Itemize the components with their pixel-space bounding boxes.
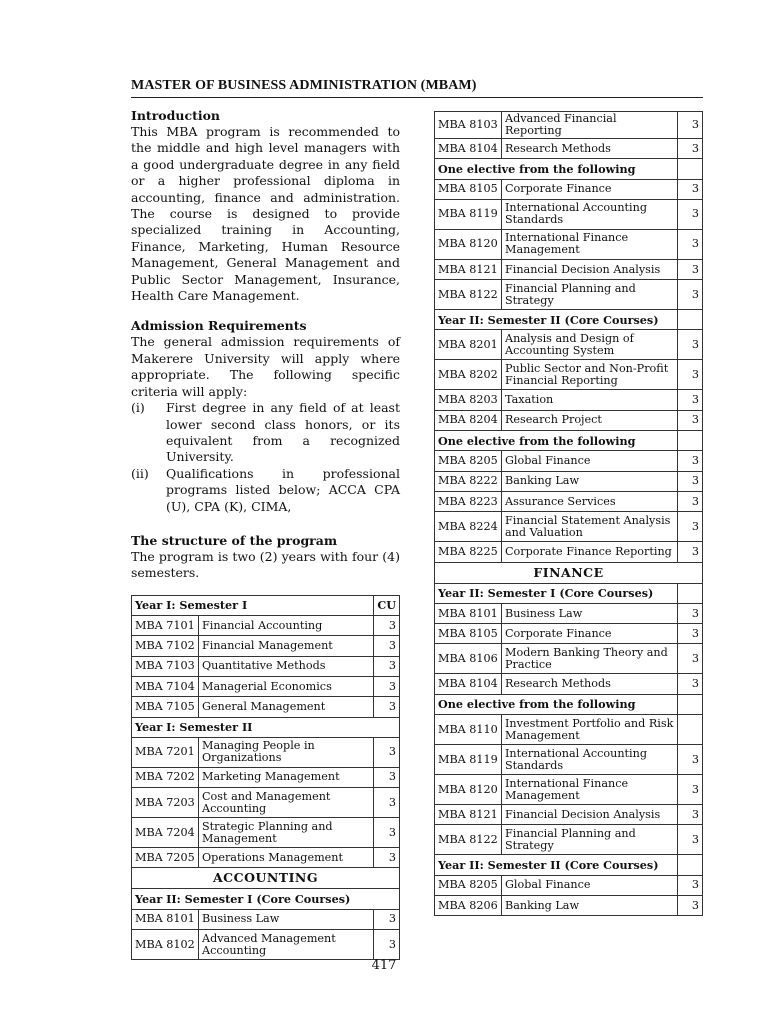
- credit-units: 3: [678, 491, 703, 511]
- semester-label: Year II: Semester II (Core Courses): [435, 855, 678, 875]
- credit-units: 3: [678, 674, 703, 694]
- credit-units: 3: [374, 697, 400, 717]
- course-code: MBA 8223: [435, 491, 502, 511]
- credit-units: 3: [678, 745, 703, 775]
- course-code: MBA 8104: [435, 674, 502, 694]
- table-row: [435, 390, 703, 410]
- course-name: Research Methods: [502, 139, 678, 159]
- table-row: [132, 909, 400, 929]
- course-name: Modern Banking Theory and Practice: [502, 644, 678, 674]
- course-name: International Accounting Standards: [502, 745, 678, 775]
- credit-units: 3: [678, 825, 703, 855]
- table-row: [435, 805, 703, 825]
- course-name: Investment Portfolio and Risk Management: [502, 715, 678, 745]
- table-row: [132, 717, 400, 737]
- credit-units: 3: [678, 471, 703, 491]
- credit-units: 3: [678, 644, 703, 674]
- credit-units: 3: [374, 909, 400, 929]
- table-row: [435, 895, 703, 915]
- course-code: MBA 8119: [435, 199, 502, 229]
- course-code: MBA 7204: [132, 818, 199, 848]
- table-row: [435, 229, 703, 259]
- table-row: [435, 179, 703, 199]
- course-name: Managerial Economics: [199, 676, 374, 696]
- credit-units: 3: [678, 512, 703, 542]
- course-name: Corporate Finance: [502, 624, 678, 644]
- credit-units: 3: [678, 330, 703, 360]
- course-name: Marketing Management: [199, 767, 374, 787]
- course-code: MBA 8120: [435, 775, 502, 805]
- table-row: [435, 431, 703, 451]
- credit-units: 3: [374, 818, 400, 848]
- elective-label: One elective from the following: [435, 431, 678, 451]
- credit-units: 3: [374, 616, 400, 636]
- table-row: [435, 471, 703, 491]
- course-code: MBA 8110: [435, 715, 502, 745]
- structure-text: The program is two (2) years with four (4) semesters.: [131, 548, 400, 581]
- course-code: MBA 7205: [132, 848, 199, 868]
- semester-label: Year I: Semester II: [132, 717, 400, 737]
- list-item-text: Qualifications in professional programs listed below; ACCA CPA (U), CPA (K), CIMA,: [166, 465, 400, 514]
- table-row: [435, 715, 703, 745]
- table-row: [435, 875, 703, 895]
- course-code: MBA 8103: [435, 112, 502, 139]
- course-name: Advanced Financial Reporting: [502, 112, 678, 139]
- course-name: Financial Management: [199, 636, 374, 656]
- course-name: Cost and Management Accounting: [199, 788, 374, 818]
- list-item-number: (ii): [131, 465, 149, 481]
- credit-units: 3: [678, 451, 703, 471]
- table-row: [132, 788, 400, 818]
- course-code: MBA 8206: [435, 895, 502, 915]
- table-row: [435, 112, 703, 139]
- semester-label: Year I: Semester I: [132, 595, 374, 615]
- semester-label: Year II: Semester II (Core Courses): [435, 310, 678, 330]
- table-row: [435, 624, 703, 644]
- course-name: Public Sector and Non-Profit Financial Reporting: [502, 360, 678, 390]
- table-row: [132, 848, 400, 868]
- course-name: Corporate Finance: [502, 179, 678, 199]
- list-item: [131, 466, 400, 515]
- course-name: Financial Planning and Strategy: [502, 825, 678, 855]
- credit-units: 3: [374, 656, 400, 676]
- course-name: International Finance Management: [502, 229, 678, 259]
- course-code: MBA 8106: [435, 644, 502, 674]
- course-name: Business Law: [502, 603, 678, 623]
- credit-units: 3: [678, 775, 703, 805]
- course-name: International Finance Management: [502, 775, 678, 805]
- table-row: [132, 697, 400, 717]
- credit-units: 3: [678, 390, 703, 410]
- section-label: ACCOUNTING: [132, 868, 400, 889]
- credit-units: 3: [678, 410, 703, 430]
- table-row: [132, 656, 400, 676]
- admission-text: The general admission requirements of Makerere University will apply where appropriate. The following specific criteria will apply:: [131, 334, 400, 399]
- course-name: Research Project: [502, 410, 678, 430]
- course-name: Taxation: [502, 390, 678, 410]
- credit-units: 3: [678, 229, 703, 259]
- course-code: MBA 8202: [435, 360, 502, 390]
- intro-text: This MBA program is recommended to the middle and high level managers with a good undergraduate degree in any field or a higher professional diploma in accounting, finance and administration. The course is designed to provide specialized training in Accounting, Finance, Marketing, Human Resource Management, General Management and Public Sector Management, Insurance, Health Care Management.: [131, 124, 400, 304]
- table-row: [435, 491, 703, 511]
- table-row: [435, 159, 703, 179]
- table-row: [435, 583, 703, 603]
- course-code: MBA 7203: [132, 788, 199, 818]
- table-row: [435, 139, 703, 159]
- right-column: [434, 111, 703, 916]
- course-code: MBA 8224: [435, 512, 502, 542]
- table-row: [435, 280, 703, 310]
- course-code: MBA 7104: [132, 676, 199, 696]
- table-row: [435, 855, 703, 875]
- course-name: Advanced Management Accounting: [199, 930, 374, 960]
- table-row: [132, 616, 400, 636]
- course-code: MBA 8121: [435, 259, 502, 279]
- course-name: Operations Management: [199, 848, 374, 868]
- table-row: [435, 745, 703, 775]
- course-name: Global Finance: [502, 451, 678, 471]
- cu-header: CU: [374, 595, 400, 615]
- course-code: MBA 8122: [435, 280, 502, 310]
- table-row: [132, 868, 400, 889]
- course-name: Strategic Planning and Management: [199, 818, 374, 848]
- course-name: Managing People in Organizations: [199, 737, 374, 767]
- credit-units: 3: [374, 930, 400, 960]
- course-name: Financial Decision Analysis: [502, 259, 678, 279]
- course-code: MBA 7105: [132, 697, 199, 717]
- course-code: MBA 7101: [132, 616, 199, 636]
- table-row: [132, 818, 400, 848]
- table-row: [435, 542, 703, 562]
- course-name: Financial Accounting: [199, 616, 374, 636]
- course-code: MBA 8101: [132, 909, 199, 929]
- section-label: FINANCE: [435, 562, 703, 583]
- table-row: [435, 825, 703, 855]
- credit-units: 3: [678, 280, 703, 310]
- course-code: MBA 8101: [435, 603, 502, 623]
- course-table-right: [434, 111, 703, 916]
- course-name: Analysis and Design of Accounting System: [502, 330, 678, 360]
- course-code: MBA 8102: [132, 930, 199, 960]
- course-name: Financial Decision Analysis: [502, 805, 678, 825]
- table-row: [132, 930, 400, 960]
- course-code: MBA 8120: [435, 229, 502, 259]
- course-name: International Accounting Standards: [502, 199, 678, 229]
- course-name: Corporate Finance Reporting: [502, 542, 678, 562]
- credit-units: 3: [374, 788, 400, 818]
- course-code: MBA 7202: [132, 767, 199, 787]
- course-name: Financial Statement Analysis and Valuation: [502, 512, 678, 542]
- course-code: MBA 8222: [435, 471, 502, 491]
- table-row: [132, 636, 400, 656]
- page-number: 417: [371, 958, 397, 973]
- credit-units: 3: [678, 139, 703, 159]
- credit-units: 3: [678, 624, 703, 644]
- course-name: Banking Law: [502, 895, 678, 915]
- course-code: MBA 8204: [435, 410, 502, 430]
- list-item-text: First degree in any field of at least lower second class honors, or its equivalent from a recognized University.: [166, 400, 400, 465]
- course-name: Global Finance: [502, 875, 678, 895]
- course-code: MBA 8105: [435, 624, 502, 644]
- list-item-number: (i): [131, 400, 145, 416]
- credit-units: 3: [374, 737, 400, 767]
- course-name: Business Law: [199, 909, 374, 929]
- table-row: [435, 694, 703, 714]
- table-row: [435, 259, 703, 279]
- credit-units: 3: [374, 636, 400, 656]
- semester-label: Year II: Semester I (Core Courses): [132, 889, 400, 909]
- semester-label: Year II: Semester I (Core Courses): [435, 583, 678, 603]
- intro-heading: Introduction: [131, 108, 221, 123]
- left-column: [131, 108, 400, 960]
- course-code: MBA 8205: [435, 451, 502, 471]
- list-item: [131, 400, 400, 466]
- course-code: MBA 8203: [435, 390, 502, 410]
- credit-units: 3: [678, 805, 703, 825]
- table-row: [132, 737, 400, 767]
- course-code: MBA 8121: [435, 805, 502, 825]
- course-name: Assurance Services: [502, 491, 678, 511]
- course-table-left: [131, 595, 400, 960]
- credit-units: 3: [678, 360, 703, 390]
- credit-units: 3: [678, 895, 703, 915]
- credit-units: 3: [374, 676, 400, 696]
- course-name: General Management: [199, 697, 374, 717]
- elective-label: One elective from the following: [435, 159, 678, 179]
- course-code: MBA 8119: [435, 745, 502, 775]
- elective-label: One elective from the following: [435, 694, 678, 714]
- table-row: [435, 310, 703, 330]
- table-row: [435, 644, 703, 674]
- table-row: [435, 360, 703, 390]
- course-name: Quantitative Methods: [199, 656, 374, 676]
- table-row: [435, 512, 703, 542]
- table-row: [435, 775, 703, 805]
- admission-heading: Admission Requirements: [131, 318, 307, 334]
- course-code: MBA 7103: [132, 656, 199, 676]
- course-code: MBA 8104: [435, 139, 502, 159]
- table-row: [435, 603, 703, 623]
- course-code: MBA 8225: [435, 542, 502, 562]
- credit-units: [678, 715, 703, 745]
- document-title: MASTER OF BUSINESS ADMINISTRATION (MBAM): [131, 78, 703, 98]
- table-row: [435, 674, 703, 694]
- structure-heading: The structure of the program: [131, 532, 338, 548]
- course-code: MBA 8205: [435, 875, 502, 895]
- credit-units: 3: [678, 199, 703, 229]
- course-name: Research Methods: [502, 674, 678, 694]
- table-row: [132, 889, 400, 909]
- credit-units: 3: [678, 112, 703, 139]
- course-code: MBA 7102: [132, 636, 199, 656]
- credit-units: 3: [678, 603, 703, 623]
- course-name: Banking Law: [502, 471, 678, 491]
- table-header-row: [132, 595, 400, 615]
- course-code: MBA 8105: [435, 179, 502, 199]
- credit-units: 3: [678, 542, 703, 562]
- admission-criteria-list: [131, 400, 400, 515]
- table-row: [132, 676, 400, 696]
- course-code: MBA 8201: [435, 330, 502, 360]
- course-name: Financial Planning and Strategy: [502, 280, 678, 310]
- table-row: [435, 451, 703, 471]
- course-code: MBA 7201: [132, 737, 199, 767]
- credit-units: 3: [678, 259, 703, 279]
- credit-units: 3: [678, 179, 703, 199]
- table-row: [435, 410, 703, 430]
- credit-units: 3: [374, 767, 400, 787]
- credit-units: 3: [374, 848, 400, 868]
- table-row: [435, 562, 703, 583]
- credit-units: 3: [678, 875, 703, 895]
- course-code: MBA 8122: [435, 825, 502, 855]
- table-row: [132, 767, 400, 787]
- table-row: [435, 199, 703, 229]
- table-row: [435, 330, 703, 360]
